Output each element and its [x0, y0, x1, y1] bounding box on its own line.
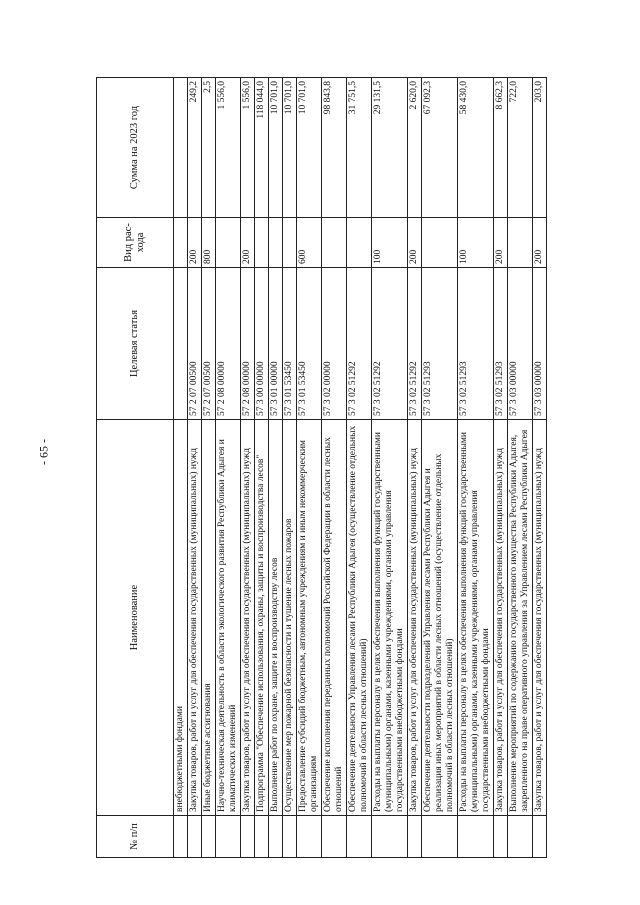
table-row [422, 78, 458, 858]
sum-cell: 722,0 [508, 78, 533, 218]
name-cell: внебюджетными фондами [174, 420, 188, 816]
num-cell [508, 816, 533, 858]
sum-cell: 67 092,3 [422, 78, 458, 218]
num-cell [202, 816, 216, 858]
table-header-row [97, 78, 174, 858]
name-cell: Научно-техническая деятельность в области экологического развития Республики Адыгея и климатических изменений [216, 420, 241, 816]
num-cell [458, 816, 494, 858]
name-cell: Обеспечение исполнения переданных полномочий Российской Федерации в области лесных отношений [322, 420, 347, 816]
kind-cell [174, 218, 188, 268]
target-cell [174, 268, 188, 420]
header-sum: Сумма на 2023 год [97, 78, 174, 218]
sum-cell: 10 701,0 [269, 78, 283, 218]
table-row [408, 78, 422, 858]
name-cell: Иные бюджетные ассигнования [202, 420, 216, 816]
table-row [322, 78, 347, 858]
num-cell [372, 816, 408, 858]
num-cell [408, 816, 422, 858]
table-row [533, 78, 547, 858]
kind-cell: 200 [241, 218, 255, 268]
sum-cell [174, 78, 188, 218]
target-cell: 57 3 02 51292 [408, 268, 422, 420]
header-name: Наименование [97, 420, 174, 816]
name-cell: Предоставление субсидий бюджетным, автономным учреждениям и иным некоммерческим организациям [297, 420, 322, 816]
num-cell [255, 816, 269, 858]
num-cell [283, 816, 297, 858]
page-number: - 65 - [36, 439, 51, 465]
header-num: № п/п [97, 816, 174, 858]
rotated-table-container [96, 78, 544, 858]
sum-cell: 118 044,0 [255, 78, 269, 218]
table-row [297, 78, 322, 858]
table-row [188, 78, 202, 858]
name-cell: Закупка товаров, работ и услуг для обеспечения государственных (муниципальных) нужд [533, 420, 547, 816]
kind-cell [347, 218, 372, 268]
table-row [372, 78, 408, 858]
name-cell: Расходы на выплаты персоналу в целях обеспечения выполнения функций государственными (муниципальными) органами, казенными учреждениями, органами управления государственными внебюджетными фондами [372, 420, 408, 816]
kind-cell [422, 218, 458, 268]
target-cell: 57 2 08 00000 [216, 268, 241, 420]
sum-cell: 1 556,0 [216, 78, 241, 218]
name-cell: Расходы на выплаты персоналу в целях обеспечения выполнения функций государственными (муниципальными) органами, казенными учреждениями, органами управления государственными внебюджетными фондами [458, 420, 494, 816]
sum-cell: 1 556,0 [241, 78, 255, 218]
name-cell: Осуществление мер пожарной безопасности и тушение лесных пожаров [283, 420, 297, 816]
num-cell [188, 816, 202, 858]
target-cell: 57 2 07 00500 [188, 268, 202, 420]
sum-cell: 98 843,8 [322, 78, 347, 218]
table-row [255, 78, 269, 858]
target-cell: 57 3 00 00000 [255, 268, 269, 420]
sum-cell: 2,5 [202, 78, 216, 218]
name-cell: Закупка товаров, работ и услуг для обеспечения государственных (муниципальных) нужд [188, 420, 202, 816]
table-row [347, 78, 372, 858]
num-cell [216, 816, 241, 858]
table-row [283, 78, 297, 858]
target-cell: 57 3 02 51293 [458, 268, 494, 420]
table-row [269, 78, 283, 858]
table-row [494, 78, 508, 858]
table-row [458, 78, 494, 858]
rotated-table-wrapper [96, 78, 544, 858]
budget-table [96, 77, 547, 858]
kind-cell: 100 [372, 218, 408, 268]
name-cell: Обеспечение деятельности Управления лесами Республики Адыгея (осуществление отдельных полномочий в области лесных отношений) [347, 420, 372, 816]
target-cell: 57 3 02 51292 [372, 268, 408, 420]
kind-cell [283, 218, 297, 268]
num-cell [241, 816, 255, 858]
sum-cell: 10 701,0 [297, 78, 322, 218]
kind-cell [269, 218, 283, 268]
kind-cell: 200 [494, 218, 508, 268]
table-row [202, 78, 216, 858]
name-cell: Закупка товаров, работ и услуг для обеспечения государственных (муниципальных) нужд [241, 420, 255, 816]
target-cell: 57 3 01 53450 [283, 268, 297, 420]
header-target: Целевая статья [97, 268, 174, 420]
kind-cell [216, 218, 241, 268]
kind-cell: 200 [408, 218, 422, 268]
target-cell: 57 3 03 00000 [533, 268, 547, 420]
target-cell: 57 3 02 51293 [494, 268, 508, 420]
kind-cell: 600 [297, 218, 322, 268]
kind-cell [322, 218, 347, 268]
target-cell: 57 3 01 00000 [269, 268, 283, 420]
table-row [174, 78, 188, 858]
table-row [241, 78, 255, 858]
num-cell [269, 816, 283, 858]
name-cell: Обеспечение деятельности подразделений Управления лесами Республики Адыгея и реализация иных мероприятий в области лесных отношений (осуществление отдельных полномочий в области лесных отношений) [422, 420, 458, 816]
num-cell [297, 816, 322, 858]
target-cell: 57 3 02 51292 [347, 268, 372, 420]
kind-cell: 200 [188, 218, 202, 268]
name-cell: Выполнение работ по охране, защите и воспроизводству лесов [269, 420, 283, 816]
table-row [216, 78, 241, 858]
kind-cell: 200 [533, 218, 547, 268]
sum-cell: 203,0 [533, 78, 547, 218]
kind-cell: 800 [202, 218, 216, 268]
name-cell: Закупка товаров, работ и услуг для обеспечения государственных (муниципальных) нужд [408, 420, 422, 816]
sum-cell: 249,2 [188, 78, 202, 218]
header-kind: Вид рас- хода [97, 218, 174, 268]
sum-cell: 31 751,5 [347, 78, 372, 218]
num-cell [533, 816, 547, 858]
target-cell: 57 2 08 00000 [241, 268, 255, 420]
sum-cell: 10 701,0 [283, 78, 297, 218]
target-cell: 57 3 02 51293 [422, 268, 458, 420]
target-cell: 57 3 02 00000 [322, 268, 347, 420]
kind-cell [508, 218, 533, 268]
num-cell [322, 816, 347, 858]
sum-cell: 29 131,5 [372, 78, 408, 218]
name-cell: Выполнение мероприятий по содержанию государственного имущества Республики Адыгея, закрепленного на праве оперативного управления за Управлением лесами Республики Адыгея [508, 420, 533, 816]
kind-cell [255, 218, 269, 268]
name-cell: Закупка товаров, работ и услуг для обеспечения государственных (муниципальных) нужд [494, 420, 508, 816]
table-body [174, 78, 547, 858]
num-cell [174, 816, 188, 858]
target-cell: 57 3 03 00000 [508, 268, 533, 420]
name-cell: Подпрограмма "Обеспечение использования, охраны, защиты и воспроизводства лесов" [255, 420, 269, 816]
num-cell [347, 816, 372, 858]
sum-cell: 58 430,0 [458, 78, 494, 218]
target-cell: 57 2 07 00500 [202, 268, 216, 420]
sum-cell: 8 662,3 [494, 78, 508, 218]
sum-cell: 2 620,0 [408, 78, 422, 218]
num-cell [494, 816, 508, 858]
num-cell [422, 816, 458, 858]
target-cell: 57 3 01 53450 [297, 268, 322, 420]
table-row [508, 78, 533, 858]
kind-cell: 100 [458, 218, 494, 268]
